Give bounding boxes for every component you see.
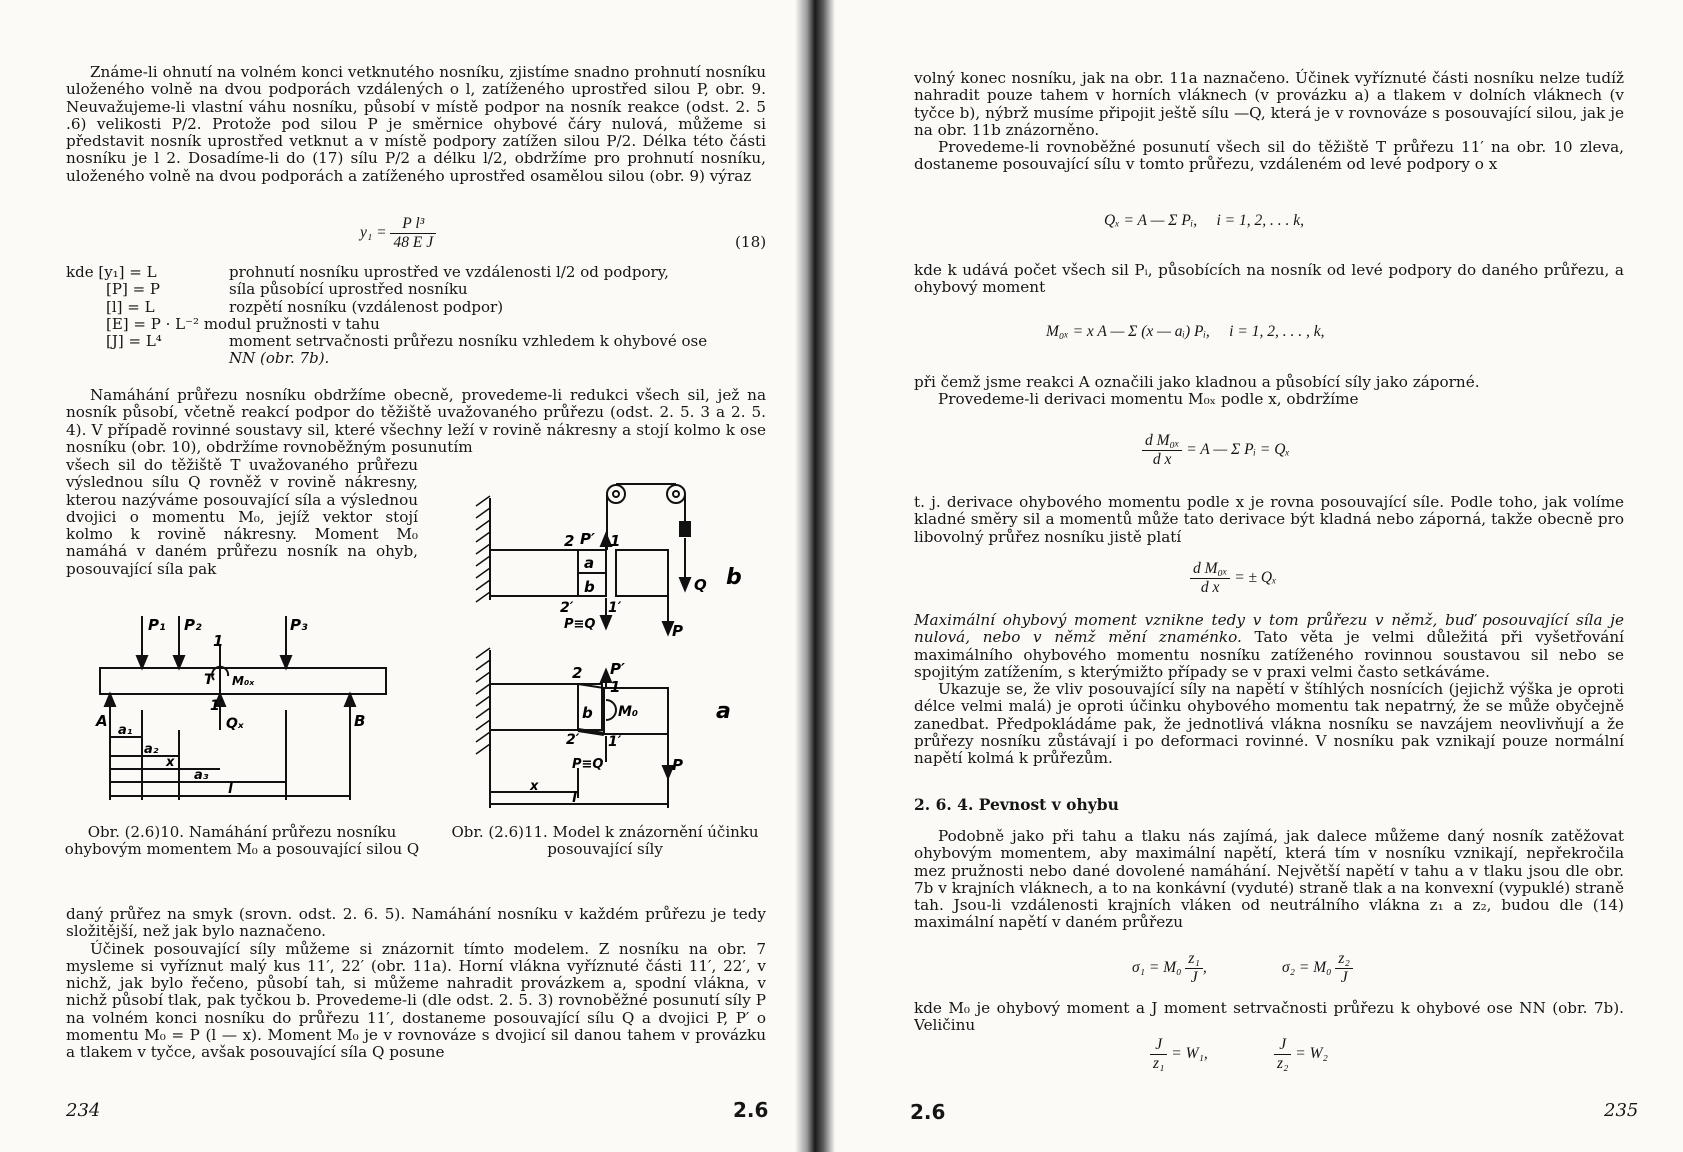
right-section-mark: 2.6 <box>910 1100 946 1124</box>
fig10-label-1: 1 <box>213 632 224 650</box>
fig11a-label-m0: M₀ <box>618 704 639 720</box>
fig11b-label-1: 1 <box>610 532 621 550</box>
fig11b-label-p: P <box>672 622 683 640</box>
fig10-label-m0x: M₀ₓ <box>232 674 255 688</box>
symbol-definitions: kde [y₁] = L prohnutí nosníku uprostřed ve vzdálenosti l/2 od podpory, [P] = P síla působící uprostřed nosníku [l] = L rozpětí nosníku (vzdálenost podpor) [E] = P · L⁻² modul pružnosti v tahu [J] = L⁴ moment setrvačnosti průřezu nosníku vzhledem k ohybové ose NN (obr. 7b). <box>66 263 708 368</box>
left-para-3: daný průřez na smyk (srovn. odst. 2. 6. 5). Namáhání nosníku v každém průřezu je tedy složitější, než jak bylo naznačeno. Účinek posouvající síly můžeme si znázornit tímto modelem. Z nosníku na obr. 7 mysleme si vyříznut malý kus 11′, 22′ (obr. 11a). Horní vlákna vyříznuté části 11′, 22′, v nichž, jak bylo řečeno, působí tah, si můžeme nahradit provázkem a, spodní vlákna, v nichž působí tlak, pak tyčkou b. Provedeme-li (dle odst. 2. 5. 3) rovnoběžné posunutí síly P na volném konci nosníku do průřezu 11′, dostaneme posouvající sílu Q a dvojici P, P′ o momentu M₀ = P (l — x). Moment M₀ je v rovnováze s dvojicí sil danou tahem v provázku a tlakem v tyčce, avšak posouvající síla Q posune <box>66 905 766 1062</box>
equation-w2: $\frac{J}{\text{z₂}}$ = W₂ <box>1274 1036 1328 1073</box>
equation-w1: $\frac{J}{\text{z₁}}$ = W₁, <box>1150 1036 1208 1073</box>
right-page-number: 235 <box>1604 1100 1639 1121</box>
right-page <box>812 0 1683 1152</box>
fig11b-label-q: Q <box>694 576 707 594</box>
equation-sigma-2: σ₂ = M₀ $\frac{\text{z₂}}{J}$ <box>1282 950 1353 987</box>
equation-18-number: (18) <box>735 233 767 251</box>
fig11b-label-b: b <box>584 578 595 596</box>
fig10-label-x: x <box>166 755 175 770</box>
fig11a-label-p: P <box>672 756 683 774</box>
equation-18: y₁ = $\frac{\text{P l³}}{\text{48 E J}}$ <box>360 215 436 252</box>
fig10-label-a2: a₂ <box>144 742 159 757</box>
fig11a-label-b: b <box>582 704 593 722</box>
fig10-label-p3: P₃ <box>290 616 308 634</box>
right-para-1: volný konec nosníku, jak na obr. 11a naznačeno. Účinek vyříznuté části nosníku nelze tudíž nahradit pouze tahem v horních vláknech (v provázku a) a tlakem v dolních vláknech (v tyčce b), nýbrž musíme připojit ještě sílu —Q, která je v rovnováze s posouvající silou, jak je na obr. 11b znázorněno. Provedeme-li rovnoběžné posunutí všech sil do těžiště T průřezu 11′ na obr. 10 zleva, dostaneme posouvající sílu v tomto průřezu, vzdáleném od levé podpory o x <box>914 69 1624 174</box>
fig11a-label-1prime: 1′ <box>608 734 622 750</box>
fig10-label-p2: P₂ <box>184 616 202 634</box>
fig11a-caption-a: a <box>716 699 731 724</box>
right-para-4: při čemž jsme reakci A označili jako kladnou a působící síly jako záporné. Provedeme-li derivaci momentu M₀ₓ podle x, obdržíme <box>914 373 1480 409</box>
right-para-3: kde k udává počet všech sil Pᵢ, působících na nosník od levé podpory do daného průřezu, a ohybový moment <box>914 261 1624 297</box>
fig10-label-b: B <box>354 712 366 730</box>
fig11b-label-1prime: 1′ <box>608 600 622 616</box>
fig11a-label-2prime: 2′ <box>566 732 580 748</box>
fig11a-label-l: l <box>572 790 577 806</box>
left-para-2: Namáhání průřezu nosníku obdržíme obecně, provedeme-li redukci všech sil, jež na nosník působí, včetně reakcí podpor do těžiště uvažovaného průřezu (odst. 2. 5. 3 a 2. 5. 4). V případě rovinné soustavy sil, které všechny leží v rovině nákresny a stojí kolmo k ose nosníku (obr. 10), obdržíme rovnoběžným posunutím <box>66 386 766 456</box>
fig11a-label-x: x <box>530 779 539 794</box>
fig11b-label-pprime: P′ <box>580 530 595 548</box>
equation-derivative-pm: $\frac{\text{d M₀ₓ}}{\text{d x}}$ = ± Qₓ <box>1190 560 1277 597</box>
fig10-label-l: l <box>228 781 233 797</box>
figure-10-caption: Obr. (2.6)10. Namáhání průřezu nosníku ohybovým momentem M₀ a posouvající silou Q <box>64 823 420 859</box>
right-para-7: Maximální ohybový moment vznikne tedy v tom průřezu v němž, buď posouvající síla je nulová, nebo v němž mění znaménko. Tato věta je velmi důležitá při vyšetřování maximálního ohybového momentu nosníku zatíženého rovinnou soustavou sil nebo se spojitým zatížením, s kterýmižto případy se v praxi velmi často setkáváme. Ukazuje se, že vliv posouvající síly na napětí v štíhlých nosnících (jejichž výška je oproti délce velmi malá) je oproti účinku ohybového momentu tak nepatrný, že se může obyčejně zanedbat. Předpokládáme pak, že jednotlivá vlákna nosníku se navzájem neovlivňují a že průřezy nosníku zůstávají i po deformaci rovinné. V nosníku pak vznikají pouze normální napětí kolmá k průřezům. <box>914 611 1624 768</box>
fig10-label-p1: P₁ <box>148 616 166 634</box>
fig11a-label-pprime: P′ <box>610 660 625 678</box>
equation-sigma-1: σ₁ = M₀ $\frac{\text{z₁}}{J}$ , <box>1132 950 1207 986</box>
fig11b-label-2prime: 2′ <box>560 600 574 616</box>
fig10-label-a1: a₁ <box>118 723 133 738</box>
figure-10-diagram <box>92 610 392 810</box>
figure-11-diagram <box>468 478 768 818</box>
left-para-1: Známe-li ohnutí na volném konci vetknutého nosníku, zjistíme snadno prohnutí nosníku uloženého volně na dvou podporách vzdálených o l, zatíženého uprostřed silou P, obr. 9. Neuvažujeme-li vlastní váhu nosníku, působí v místě podpor na nosník reakce (odst. 2. 5 .6) velikosti P/2. Protože pod silou P je směrnice ohybové čáry nulová, můžeme si představit nosník uprostřed vetknut a v místě podpory zatížen silou P/2. Délka této části nosníku je l 2. Dosadíme-li do (17) sílu P/2 a délku l/2, obdržíme pro prohnutí nosníku, uloženého volně na dvou podporách a zatíženého uprostřed osamělou silou (obr. 9) výraz <box>66 63 766 185</box>
figure-11-caption: Obr. (2.6)11. Model k znázornění účinku posouvající síly <box>451 823 759 859</box>
fig11b-label-peqq: P≡Q <box>564 617 596 632</box>
fig10-label-qx: Qₓ <box>226 716 244 732</box>
fig10-label-a3: a₃ <box>194 768 209 783</box>
fig10-label-t: T <box>204 672 214 688</box>
left-section-mark: 2.6 <box>733 1098 769 1122</box>
left-page-number: 234 <box>66 1100 101 1121</box>
fig10-label-1prime: 1′ <box>210 698 224 714</box>
fig11b-caption-b: b <box>726 565 742 590</box>
fig11a-label-peqq: P≡Q <box>572 757 604 772</box>
right-para-9: Podobně jako při tahu a tlaku nás zajímá, jak dalece můžeme daný nosník zatěžovat ohybovým momentem, aby maximální napětí, která tím v nosníku vznikají, nepřekročila mez pružnosti nebo dané dovolené namáhání. Největší napětí v tahu a v tlaku jsou dle obr. 7b v krajních vláknech, a to na konkávní (vyduté) straně tlak a na konvexní (vypuklé) straně tah. Jsou-li vzdálenosti krajních vláken od neutrálního vlákna z₁ a z₂, budou dle (14) maximální napětí v daném průřezu <box>914 827 1624 932</box>
fig11a-label-1: 1 <box>610 678 621 696</box>
right-para-10: kde M₀ je ohybový moment a J moment setrvačnosti průřezu k ohybové ose NN (obr. 7b). Veličinu <box>914 999 1624 1035</box>
fig11b-label-2: 2 <box>564 532 575 550</box>
fig11a-label-2: 2 <box>572 664 583 682</box>
equation-m0x: M₀ₓ = x A — Σ (x — aᵢ) Pᵢ, i = 1, 2, . . . , k, <box>1046 323 1325 340</box>
left-para-2b: všech sil do těžiště T uvažovaného průřezu výslednou sílu Q rovněž v rovině nákresny, kterou nazýváme posouvající síla a výslednou dvojici o momentu M₀, jejíž vektor stojí kolmo k rovině nákresny. Moment M₀ namáhá v daném průřezu nosník na ohyb, posouvající síla pak <box>66 456 418 578</box>
book-spine-shadow <box>795 0 835 1152</box>
equation-qx: Qₓ = A — Σ Pᵢ, i = 1, 2, . . . k, <box>1104 212 1305 229</box>
equation-derivative: $\frac{\text{d M₀ₓ}}{\text{d x}}$ = A — Σ Pᵢ = Qₓ <box>1142 432 1290 469</box>
fig10-label-a: A <box>96 712 108 730</box>
section-heading: 2. 6. 4. Pevnost v ohybu <box>914 795 1119 814</box>
fig11b-label-a: a <box>584 554 595 572</box>
left-page <box>0 0 812 1152</box>
right-para-6: t. j. derivace ohybového momentu podle x je rovna posouvající síle. Podle toho, jak volíme kladné směry sil a momentů může tato derivace být kladná nebo záporná, takže obecně pro libovolný průřez nosníku jistě platí <box>914 493 1624 546</box>
